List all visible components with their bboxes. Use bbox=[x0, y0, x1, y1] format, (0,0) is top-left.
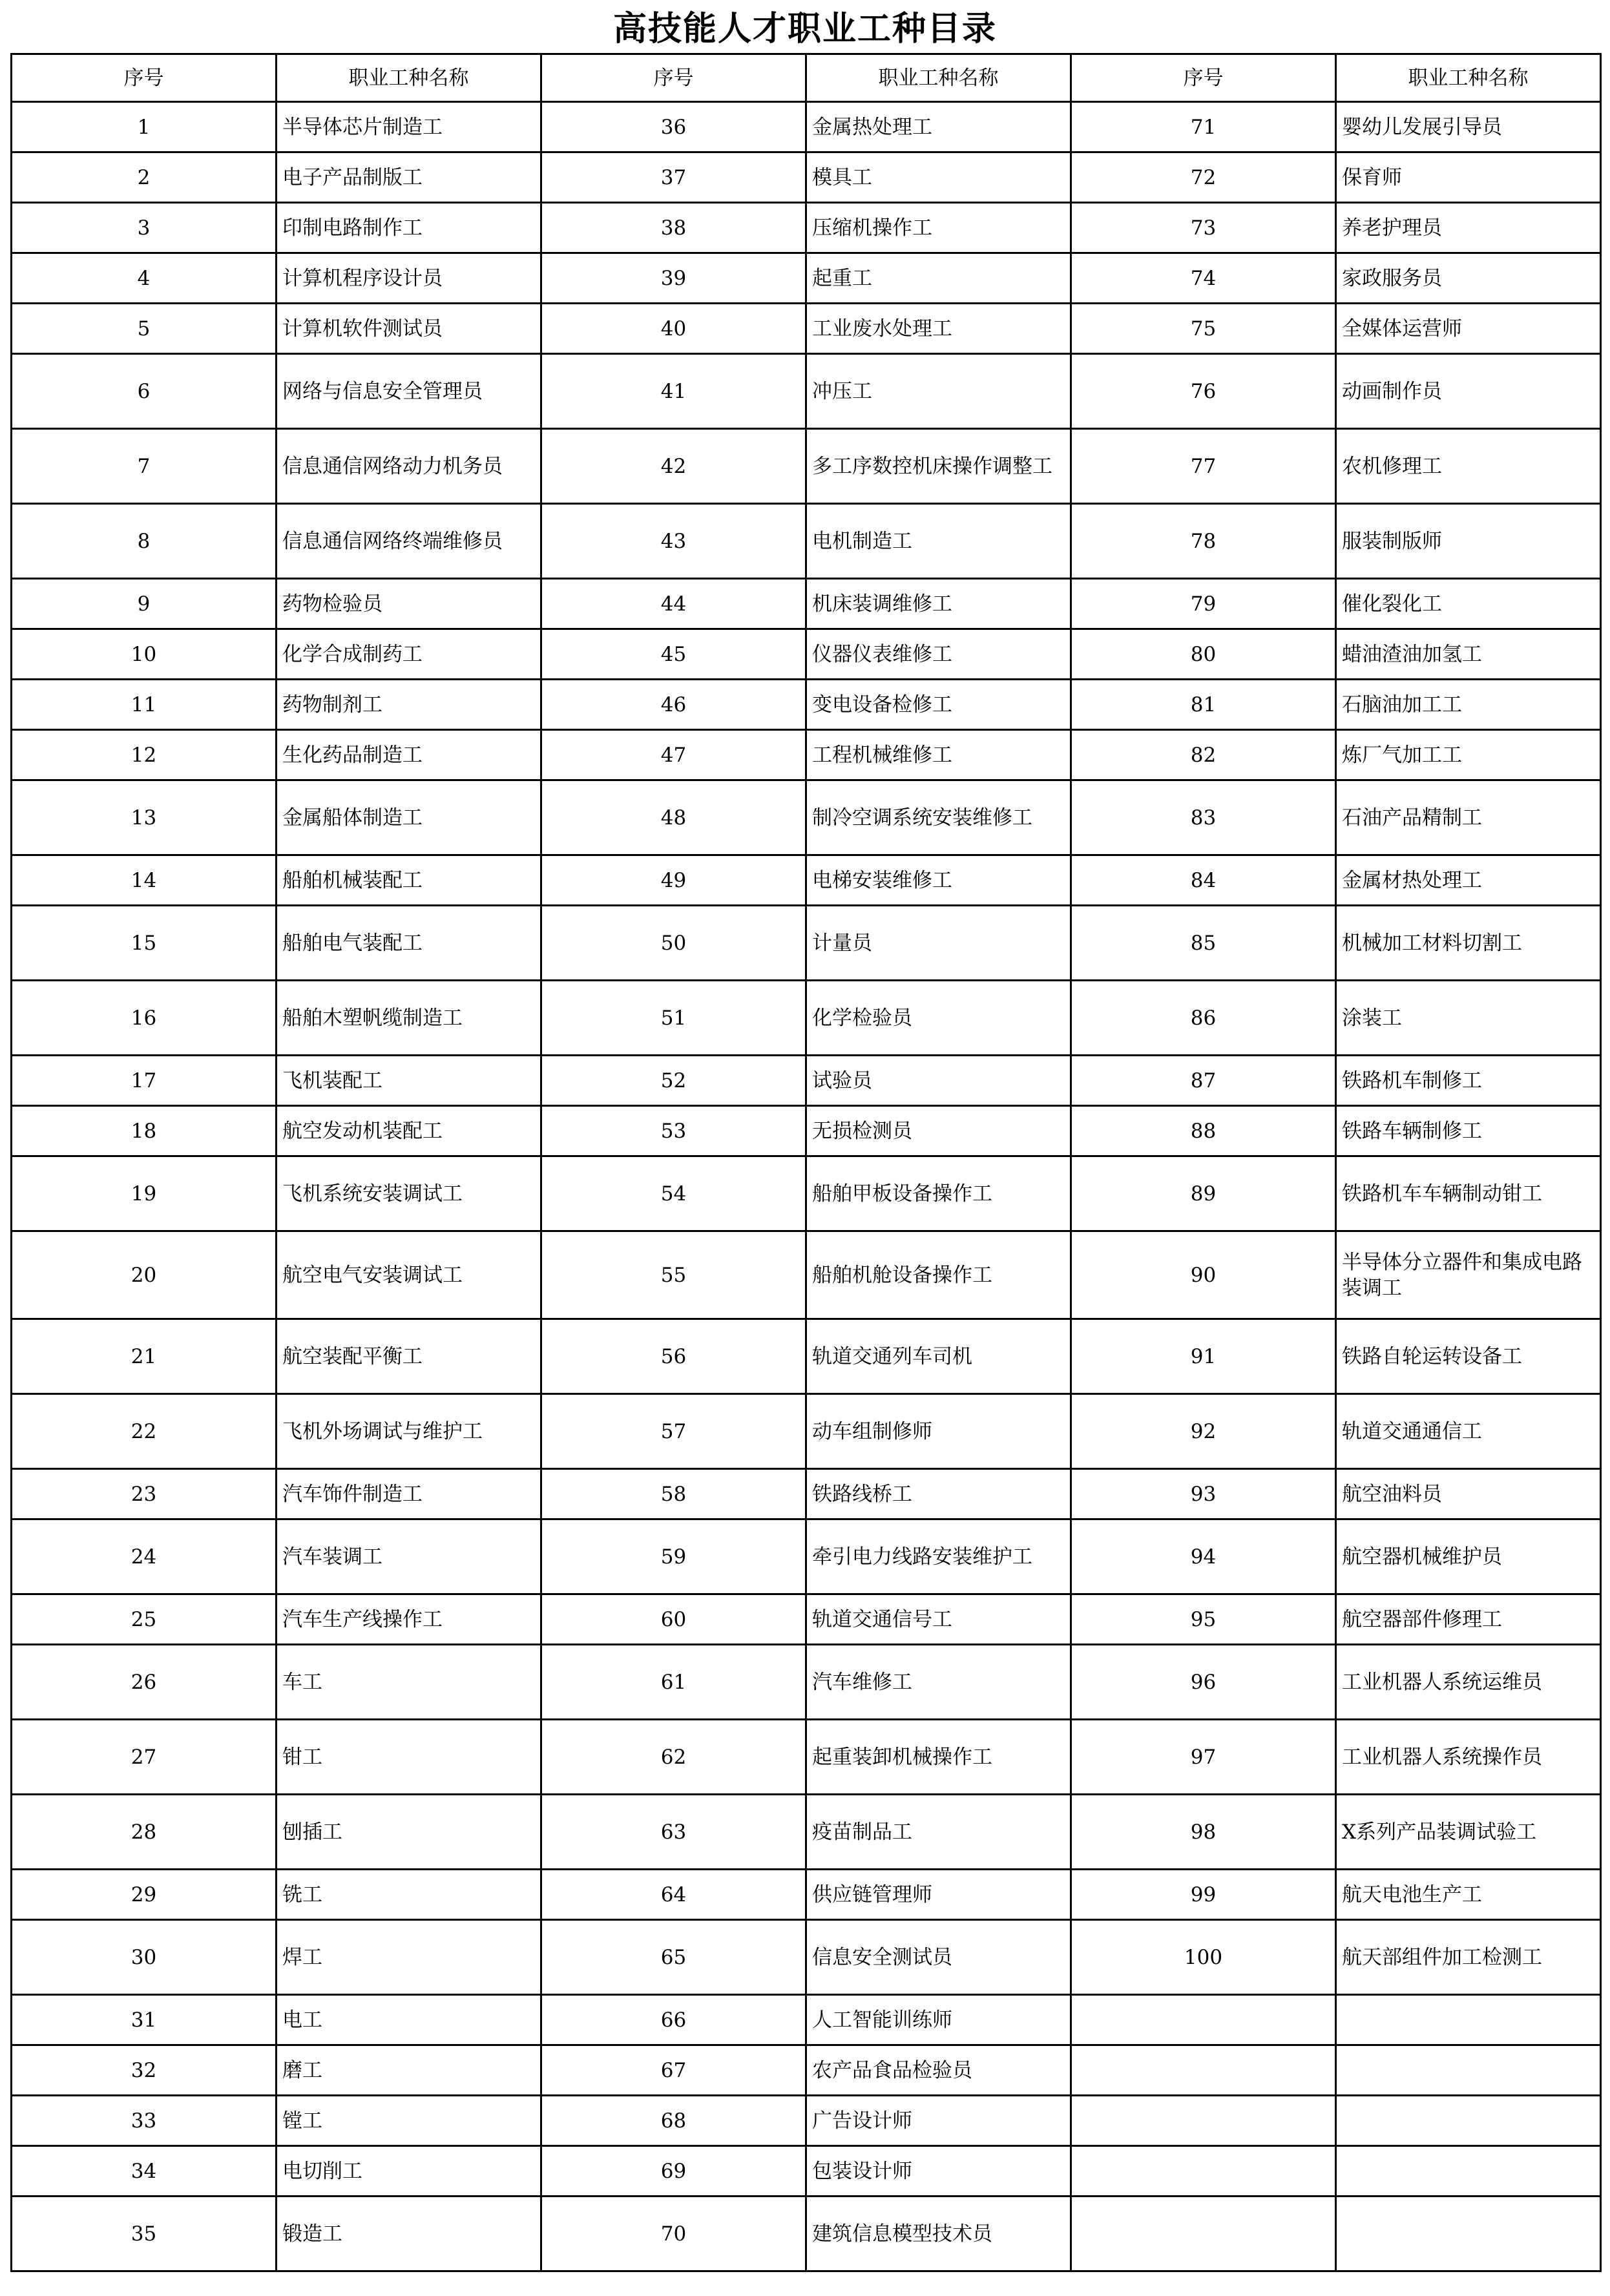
serial-cell: 77 bbox=[1071, 429, 1336, 504]
occupation-name-cell: 汽车维修工 bbox=[806, 1645, 1071, 1720]
occupation-catalog-table bbox=[10, 53, 1602, 2272]
table-row bbox=[12, 2197, 1601, 2271]
occupation-name-cell: 制冷空调系统安装维修工 bbox=[806, 780, 1071, 855]
occupation-name-cell: 飞机外场调试与维护工 bbox=[277, 1394, 541, 1469]
occupation-name-cell: 模具工 bbox=[806, 152, 1071, 203]
serial-cell: 56 bbox=[541, 1319, 806, 1394]
serial-cell: 80 bbox=[1071, 629, 1336, 680]
occupation-name-cell: 铁路车辆制修工 bbox=[1336, 1106, 1601, 1156]
occupation-name-cell: 电切削工 bbox=[277, 2146, 541, 2197]
occupation-name-cell: 全媒体运营师 bbox=[1336, 304, 1601, 354]
serial-cell: 73 bbox=[1071, 203, 1336, 253]
table-row bbox=[12, 981, 1601, 1056]
occupation-name-cell: 船舶电气装配工 bbox=[277, 906, 541, 981]
serial-cell: 21 bbox=[12, 1319, 277, 1394]
serial-cell: 39 bbox=[541, 253, 806, 304]
serial-cell: 17 bbox=[12, 1056, 277, 1106]
serial-cell: 65 bbox=[541, 1920, 806, 1995]
serial-cell: 96 bbox=[1071, 1645, 1336, 1720]
serial-cell: 82 bbox=[1071, 730, 1336, 780]
serial-cell: 4 bbox=[12, 253, 277, 304]
table-row bbox=[12, 1394, 1601, 1469]
occupation-name-cell: 起重工 bbox=[806, 253, 1071, 304]
table-row bbox=[12, 1870, 1601, 1920]
serial-cell: 47 bbox=[541, 730, 806, 780]
occupation-name-cell: 镗工 bbox=[277, 2096, 541, 2146]
table-row bbox=[12, 680, 1601, 730]
table-row bbox=[12, 354, 1601, 429]
serial-cell: 91 bbox=[1071, 1319, 1336, 1394]
occupation-name-cell: 航空油料员 bbox=[1336, 1469, 1601, 1519]
serial-cell bbox=[1071, 2197, 1336, 2271]
serial-cell: 67 bbox=[541, 2045, 806, 2096]
page-title: 高技能人才职业工种目录 bbox=[612, 9, 997, 48]
serial-cell: 28 bbox=[12, 1795, 277, 1870]
occupation-name-cell: 农机修理工 bbox=[1336, 429, 1601, 504]
header-occupation-name-3: 职业工种名称 bbox=[1336, 54, 1601, 102]
serial-cell: 58 bbox=[541, 1469, 806, 1519]
occupation-name-cell: 服装制版师 bbox=[1336, 504, 1601, 579]
occupation-name-cell: 航天电池生产工 bbox=[1336, 1870, 1601, 1920]
serial-cell: 24 bbox=[12, 1519, 277, 1594]
serial-cell: 50 bbox=[541, 906, 806, 981]
occupation-name-cell: 铣工 bbox=[277, 1870, 541, 1920]
serial-cell bbox=[1071, 2146, 1336, 2197]
serial-cell: 57 bbox=[541, 1394, 806, 1469]
serial-cell: 9 bbox=[12, 579, 277, 629]
serial-cell: 87 bbox=[1071, 1056, 1336, 1106]
serial-cell: 71 bbox=[1071, 102, 1336, 152]
occupation-name-cell: 工业机器人系统操作员 bbox=[1336, 1720, 1601, 1795]
serial-cell: 75 bbox=[1071, 304, 1336, 354]
serial-cell: 6 bbox=[12, 354, 277, 429]
occupation-name-cell: 工业机器人系统运维员 bbox=[1336, 1645, 1601, 1720]
occupation-name-cell: 金属热处理工 bbox=[806, 102, 1071, 152]
serial-cell: 10 bbox=[12, 629, 277, 680]
serial-cell: 81 bbox=[1071, 680, 1336, 730]
serial-cell: 46 bbox=[541, 680, 806, 730]
occupation-name-cell: 电子产品制版工 bbox=[277, 152, 541, 203]
serial-cell: 36 bbox=[541, 102, 806, 152]
serial-cell: 31 bbox=[12, 1995, 277, 2045]
occupation-name-cell: 计算机程序设计员 bbox=[277, 253, 541, 304]
serial-cell: 97 bbox=[1071, 1720, 1336, 1795]
header-serial-1: 序号 bbox=[12, 54, 277, 102]
serial-cell: 43 bbox=[541, 504, 806, 579]
serial-cell: 8 bbox=[12, 504, 277, 579]
serial-cell: 13 bbox=[12, 780, 277, 855]
table-row bbox=[12, 1469, 1601, 1519]
serial-cell: 69 bbox=[541, 2146, 806, 2197]
occupation-name-cell: 蜡油渣油加氢工 bbox=[1336, 629, 1601, 680]
table-row bbox=[12, 253, 1601, 304]
occupation-name-cell: 牵引电力线路安装维护工 bbox=[806, 1519, 1071, 1594]
occupation-name-cell: 航空电气安装调试工 bbox=[277, 1231, 541, 1319]
occupation-name-cell: 石脑油加工工 bbox=[1336, 680, 1601, 730]
serial-cell: 3 bbox=[12, 203, 277, 253]
serial-cell: 70 bbox=[541, 2197, 806, 2271]
serial-cell: 16 bbox=[12, 981, 277, 1056]
serial-cell: 92 bbox=[1071, 1394, 1336, 1469]
occupation-name-cell: 化学合成制药工 bbox=[277, 629, 541, 680]
serial-cell: 20 bbox=[12, 1231, 277, 1319]
table-row bbox=[12, 1156, 1601, 1231]
occupation-name-cell: 航天部组件加工检测工 bbox=[1336, 1920, 1601, 1995]
serial-cell: 74 bbox=[1071, 253, 1336, 304]
serial-cell: 64 bbox=[541, 1870, 806, 1920]
serial-cell: 59 bbox=[541, 1519, 806, 1594]
occupation-name-cell: 包装设计师 bbox=[806, 2146, 1071, 2197]
table-row bbox=[12, 730, 1601, 780]
table-row bbox=[12, 579, 1601, 629]
serial-cell: 66 bbox=[541, 1995, 806, 2045]
serial-cell: 51 bbox=[541, 981, 806, 1056]
table-row bbox=[12, 1645, 1601, 1720]
table-row bbox=[12, 855, 1601, 906]
occupation-name-cell: 计量员 bbox=[806, 906, 1071, 981]
occupation-name-cell: 建筑信息模型技术员 bbox=[806, 2197, 1071, 2271]
serial-cell: 30 bbox=[12, 1920, 277, 1995]
occupation-name-cell: 汽车生产线操作工 bbox=[277, 1594, 541, 1645]
header-occupation-name-2: 职业工种名称 bbox=[806, 54, 1071, 102]
occupation-name-cell: 保育师 bbox=[1336, 152, 1601, 203]
header-serial-2: 序号 bbox=[541, 54, 806, 102]
serial-cell: 68 bbox=[541, 2096, 806, 2146]
table-row bbox=[12, 152, 1601, 203]
serial-cell: 38 bbox=[541, 203, 806, 253]
serial-cell: 79 bbox=[1071, 579, 1336, 629]
occupation-name-cell: 铁路机车制修工 bbox=[1336, 1056, 1601, 1106]
occupation-name-cell: 药物制剂工 bbox=[277, 680, 541, 730]
occupation-name-cell: 航空发动机装配工 bbox=[277, 1106, 541, 1156]
occupation-name-cell: 船舶机械装配工 bbox=[277, 855, 541, 906]
serial-cell: 44 bbox=[541, 579, 806, 629]
serial-cell: 27 bbox=[12, 1720, 277, 1795]
occupation-name-cell: 机械加工材料切割工 bbox=[1336, 906, 1601, 981]
occupation-name-cell bbox=[1336, 2146, 1601, 2197]
occupation-name-cell: 电梯安装维修工 bbox=[806, 855, 1071, 906]
serial-cell: 18 bbox=[12, 1106, 277, 1156]
occupation-name-cell bbox=[1336, 2045, 1601, 2096]
occupation-name-cell: 工业废水处理工 bbox=[806, 304, 1071, 354]
table-row bbox=[12, 1720, 1601, 1795]
serial-cell: 85 bbox=[1071, 906, 1336, 981]
table-row bbox=[12, 304, 1601, 354]
serial-cell: 53 bbox=[541, 1106, 806, 1156]
occupation-name-cell: 金属船体制造工 bbox=[277, 780, 541, 855]
table-row bbox=[12, 429, 1601, 504]
serial-cell: 23 bbox=[12, 1469, 277, 1519]
occupation-name-cell: 农产品食品检验员 bbox=[806, 2045, 1071, 2096]
occupation-name-cell: 化学检验员 bbox=[806, 981, 1071, 1056]
table-body bbox=[12, 102, 1601, 2271]
serial-cell: 94 bbox=[1071, 1519, 1336, 1594]
occupation-name-cell: 药物检验员 bbox=[277, 579, 541, 629]
table-row bbox=[12, 2045, 1601, 2096]
occupation-name-cell: 航空装配平衡工 bbox=[277, 1319, 541, 1394]
table-row bbox=[12, 629, 1601, 680]
occupation-name-cell: 半导体分立器件和集成电路装调工 bbox=[1336, 1231, 1601, 1319]
table-row bbox=[12, 906, 1601, 981]
serial-cell: 35 bbox=[12, 2197, 277, 2271]
serial-cell: 61 bbox=[541, 1645, 806, 1720]
occupation-name-cell: 船舶甲板设备操作工 bbox=[806, 1156, 1071, 1231]
occupation-name-cell: 焊工 bbox=[277, 1920, 541, 1995]
occupation-name-cell: 养老护理员 bbox=[1336, 203, 1601, 253]
occupation-name-cell: 航空器机械维护员 bbox=[1336, 1519, 1601, 1594]
table-row bbox=[12, 780, 1601, 855]
occupation-name-cell: 机床装调维修工 bbox=[806, 579, 1071, 629]
occupation-name-cell: 汽车装调工 bbox=[277, 1519, 541, 1594]
serial-cell: 55 bbox=[541, 1231, 806, 1319]
occupation-name-cell: 炼厂气加工工 bbox=[1336, 730, 1601, 780]
table-row bbox=[12, 1795, 1601, 1870]
occupation-name-cell: 铁路自轮运转设备工 bbox=[1336, 1319, 1601, 1394]
serial-cell: 32 bbox=[12, 2045, 277, 2096]
header-serial-3: 序号 bbox=[1071, 54, 1336, 102]
occupation-name-cell: 轨道交通信号工 bbox=[806, 1594, 1071, 1645]
serial-cell: 29 bbox=[12, 1870, 277, 1920]
serial-cell: 88 bbox=[1071, 1106, 1336, 1156]
table-row bbox=[12, 504, 1601, 579]
table-row bbox=[12, 1056, 1601, 1106]
serial-cell: 2 bbox=[12, 152, 277, 203]
occupation-name-cell: 起重装卸机械操作工 bbox=[806, 1720, 1071, 1795]
occupation-name-cell: 印制电路制作工 bbox=[277, 203, 541, 253]
occupation-name-cell: 冲压工 bbox=[806, 354, 1071, 429]
occupation-name-cell: 铁路机车车辆制动钳工 bbox=[1336, 1156, 1601, 1231]
serial-cell: 63 bbox=[541, 1795, 806, 1870]
serial-cell: 60 bbox=[541, 1594, 806, 1645]
serial-cell: 40 bbox=[541, 304, 806, 354]
serial-cell: 19 bbox=[12, 1156, 277, 1231]
occupation-name-cell: 涂装工 bbox=[1336, 981, 1601, 1056]
occupation-name-cell: 锻造工 bbox=[277, 2197, 541, 2271]
occupation-name-cell: 计算机软件测试员 bbox=[277, 304, 541, 354]
occupation-name-cell: 刨插工 bbox=[277, 1795, 541, 1870]
occupation-name-cell bbox=[1336, 1995, 1601, 2045]
serial-cell: 1 bbox=[12, 102, 277, 152]
serial-cell: 11 bbox=[12, 680, 277, 730]
table-row bbox=[12, 1319, 1601, 1394]
serial-cell: 42 bbox=[541, 429, 806, 504]
occupation-name-cell: X系列产品装调试验工 bbox=[1336, 1795, 1601, 1870]
occupation-name-cell: 钳工 bbox=[277, 1720, 541, 1795]
serial-cell bbox=[1071, 2045, 1336, 2096]
serial-cell bbox=[1071, 1995, 1336, 2045]
occupation-name-cell: 压缩机操作工 bbox=[806, 203, 1071, 253]
occupation-name-cell: 金属材热处理工 bbox=[1336, 855, 1601, 906]
occupation-name-cell: 石油产品精制工 bbox=[1336, 780, 1601, 855]
occupation-name-cell: 动车组制修师 bbox=[806, 1394, 1071, 1469]
occupation-name-cell: 催化裂化工 bbox=[1336, 579, 1601, 629]
serial-cell: 52 bbox=[541, 1056, 806, 1106]
serial-cell: 89 bbox=[1071, 1156, 1336, 1231]
serial-cell: 99 bbox=[1071, 1870, 1336, 1920]
serial-cell: 14 bbox=[12, 855, 277, 906]
occupation-name-cell: 婴幼儿发展引导员 bbox=[1336, 102, 1601, 152]
serial-cell: 48 bbox=[541, 780, 806, 855]
occupation-name-cell: 广告设计师 bbox=[806, 2096, 1071, 2146]
occupation-name-cell: 变电设备检修工 bbox=[806, 680, 1071, 730]
table-row bbox=[12, 1995, 1601, 2045]
occupation-name-cell: 汽车饰件制造工 bbox=[277, 1469, 541, 1519]
serial-cell: 22 bbox=[12, 1394, 277, 1469]
occupation-name-cell: 信息通信网络终端维修员 bbox=[277, 504, 541, 579]
occupation-name-cell bbox=[1336, 2096, 1601, 2146]
serial-cell: 83 bbox=[1071, 780, 1336, 855]
occupation-name-cell: 轨道交通列车司机 bbox=[806, 1319, 1071, 1394]
table-row bbox=[12, 1594, 1601, 1645]
occupation-name-cell: 无损检测员 bbox=[806, 1106, 1071, 1156]
occupation-name-cell: 磨工 bbox=[277, 2045, 541, 2096]
occupation-name-cell: 飞机系统安装调试工 bbox=[277, 1156, 541, 1231]
serial-cell: 15 bbox=[12, 906, 277, 981]
occupation-name-cell: 铁路线桥工 bbox=[806, 1469, 1071, 1519]
serial-cell: 90 bbox=[1071, 1231, 1336, 1319]
table-row bbox=[12, 1920, 1601, 1995]
occupation-name-cell: 网络与信息安全管理员 bbox=[277, 354, 541, 429]
occupation-name-cell: 飞机装配工 bbox=[277, 1056, 541, 1106]
occupation-name-cell: 船舶木塑帆缆制造工 bbox=[277, 981, 541, 1056]
serial-cell: 72 bbox=[1071, 152, 1336, 203]
occupation-name-cell: 供应链管理师 bbox=[806, 1870, 1071, 1920]
table-row bbox=[12, 102, 1601, 152]
table-row bbox=[12, 2146, 1601, 2197]
serial-cell: 25 bbox=[12, 1594, 277, 1645]
serial-cell: 78 bbox=[1071, 504, 1336, 579]
occupation-name-cell: 电机制造工 bbox=[806, 504, 1071, 579]
occupation-name-cell: 航空器部件修理工 bbox=[1336, 1594, 1601, 1645]
occupation-name-cell: 工程机械维修工 bbox=[806, 730, 1071, 780]
occupation-name-cell: 电工 bbox=[277, 1995, 541, 2045]
serial-cell: 100 bbox=[1071, 1920, 1336, 1995]
occupation-name-cell: 动画制作员 bbox=[1336, 354, 1601, 429]
serial-cell: 7 bbox=[12, 429, 277, 504]
occupation-name-cell: 信息安全测试员 bbox=[806, 1920, 1071, 1995]
occupation-name-cell: 生化药品制造工 bbox=[277, 730, 541, 780]
serial-cell: 84 bbox=[1071, 855, 1336, 906]
occupation-name-cell: 仪器仪表维修工 bbox=[806, 629, 1071, 680]
serial-cell: 26 bbox=[12, 1645, 277, 1720]
occupation-name-cell: 多工序数控机床操作调整工 bbox=[806, 429, 1071, 504]
serial-cell: 5 bbox=[12, 304, 277, 354]
table-row bbox=[12, 1231, 1601, 1319]
serial-cell: 98 bbox=[1071, 1795, 1336, 1870]
header-occupation-name-1: 职业工种名称 bbox=[277, 54, 541, 102]
table-row bbox=[12, 203, 1601, 253]
serial-cell: 37 bbox=[541, 152, 806, 203]
occupation-name-cell: 试验员 bbox=[806, 1056, 1071, 1106]
occupation-name-cell: 家政服务员 bbox=[1336, 253, 1601, 304]
table-row bbox=[12, 1519, 1601, 1594]
serial-cell: 62 bbox=[541, 1720, 806, 1795]
serial-cell bbox=[1071, 2096, 1336, 2146]
serial-cell: 95 bbox=[1071, 1594, 1336, 1645]
serial-cell: 41 bbox=[541, 354, 806, 429]
serial-cell: 34 bbox=[12, 2146, 277, 2197]
occupation-name-cell: 船舶机舱设备操作工 bbox=[806, 1231, 1071, 1319]
serial-cell: 33 bbox=[12, 2096, 277, 2146]
serial-cell: 86 bbox=[1071, 981, 1336, 1056]
serial-cell: 12 bbox=[12, 730, 277, 780]
occupation-name-cell: 疫苗制品工 bbox=[806, 1795, 1071, 1870]
occupation-name-cell: 车工 bbox=[277, 1645, 541, 1720]
serial-cell: 54 bbox=[541, 1156, 806, 1231]
serial-cell: 93 bbox=[1071, 1469, 1336, 1519]
serial-cell: 45 bbox=[541, 629, 806, 680]
occupation-name-cell bbox=[1336, 2197, 1601, 2271]
occupation-name-cell: 人工智能训练师 bbox=[806, 1995, 1071, 2045]
occupation-name-cell: 半导体芯片制造工 bbox=[277, 102, 541, 152]
serial-cell: 49 bbox=[541, 855, 806, 906]
table-row bbox=[12, 1106, 1601, 1156]
table-header-row bbox=[12, 54, 1601, 102]
serial-cell: 76 bbox=[1071, 354, 1336, 429]
occupation-name-cell: 信息通信网络动力机务员 bbox=[277, 429, 541, 504]
table-row bbox=[12, 2096, 1601, 2146]
occupation-name-cell: 轨道交通通信工 bbox=[1336, 1394, 1601, 1469]
